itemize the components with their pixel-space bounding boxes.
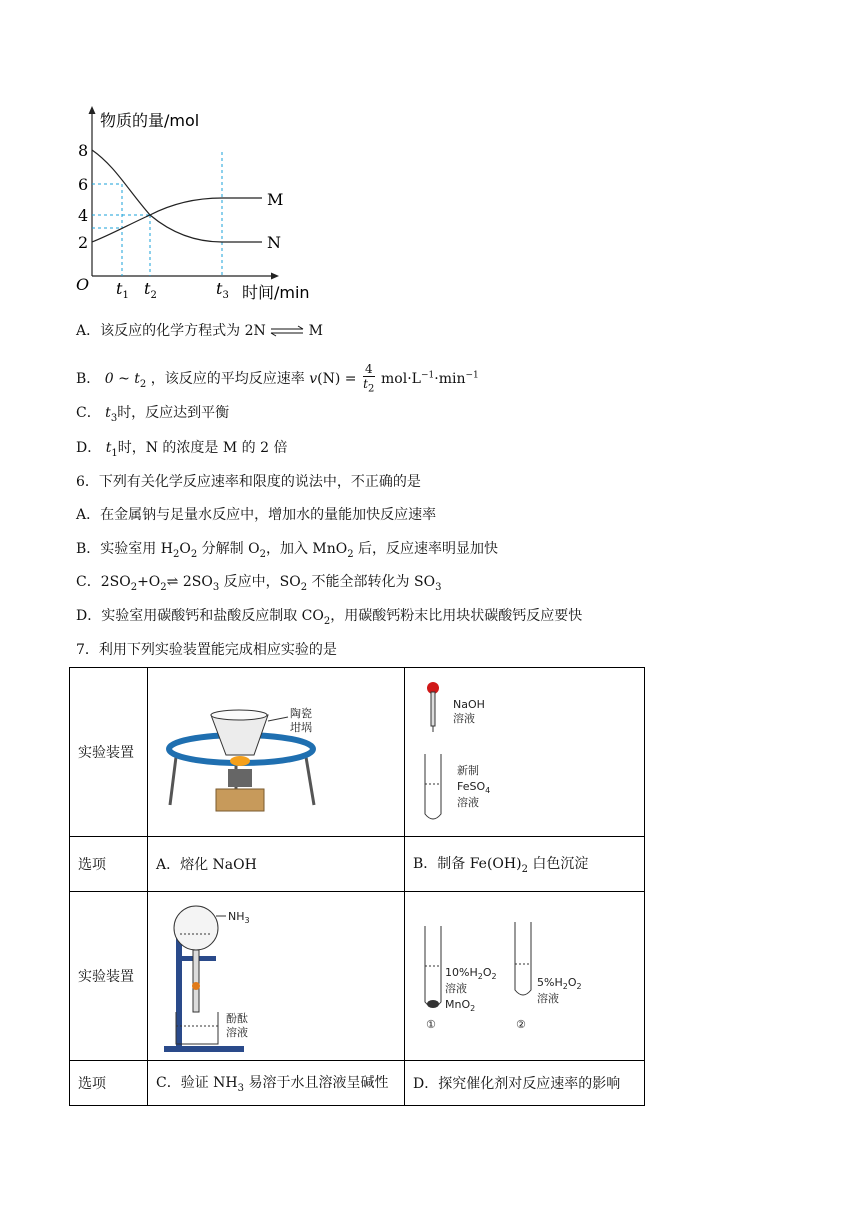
q5-option-d-t-sub: 1 <box>111 447 118 459</box>
fig-d-label-solution-2: 溶液 <box>537 992 559 1005</box>
curve-M <box>92 198 262 242</box>
q5-option-c-t: t <box>105 405 111 421</box>
fountain-apparatus-figure <box>156 896 356 1056</box>
fig-c-label-nh3: $NH_3$ <box>228 910 250 925</box>
q6-option-c <box>76 572 441 598</box>
row-label-apparatus-1: 实验装置 <box>70 668 148 837</box>
q5-rate-denominator: t <box>363 377 368 391</box>
q6-option-c-sub2: 2 <box>160 581 167 593</box>
q5-option-b-range: 0 ~ t <box>104 371 140 388</box>
q6-option-b-sub1: 2 <box>172 548 180 560</box>
q6-option-b-sub2: 2 <box>190 548 198 560</box>
q6-option-d-sub1: 2 <box>323 615 331 627</box>
fig-b-label-feso4: FeSO$_4$ <box>457 780 491 795</box>
q5-option-a-text: A．该反应的化学方程式为 <box>76 323 241 339</box>
y-tick-2: 2 <box>78 233 89 252</box>
q6-option-b-part2: O <box>179 541 191 557</box>
q5-rate-unit-sup-2: −1 <box>465 370 479 381</box>
q6-option-c-part3: ⇌ 2SO <box>166 574 213 590</box>
q6-option-c-sub3: 3 <box>212 581 220 593</box>
q6-option-d-part2: ，用碳酸钙粉末比用块状碳酸钙反应要快 <box>330 608 583 624</box>
q5-option-b-prefix: B． <box>76 371 101 388</box>
fig-b-label-solution-2: 溶液 <box>457 796 479 809</box>
fig-c-label-solution: 溶液 <box>226 1026 248 1039</box>
q6-option-c-part1: C．2SO <box>76 574 131 590</box>
q6-option-c-part4: 反应中，SO <box>219 574 301 590</box>
fig-d-label-solution-1: 溶液 <box>445 982 467 995</box>
row-label-option-1: 选项 <box>70 837 148 892</box>
q5-option-d-text: 时，N 的浓度是 M 的 2 倍 <box>117 440 288 456</box>
q6-option-c-sub4: 2 <box>300 581 308 593</box>
fig-b-label-fresh: 新制 <box>457 764 479 777</box>
row-label-option-2: 选项 <box>70 1061 148 1106</box>
q5-option-c-t-sub: 3 <box>110 412 118 424</box>
q6-stem: 6．下列有关化学反应速率和限度的说法中，不正确的是 <box>76 474 421 490</box>
q5-option-b-range-sub: 2 <box>139 379 147 390</box>
crucible-apparatus-figure <box>156 677 356 827</box>
q5-option-b <box>76 362 479 396</box>
q5-option-b-text: ，该反应的平均反应速率 <box>150 371 305 388</box>
option-b-cell <box>405 837 645 892</box>
apparatus-c-cell <box>148 892 405 1061</box>
equilibrium-arrow-icon <box>270 325 304 337</box>
q6-option-c-part5: 不能全部转化为 SO <box>307 574 436 590</box>
q6-option-b-part4: ，加入 MnO <box>265 541 348 557</box>
q6-option-b <box>76 539 498 565</box>
q6-option-a: A．在金属钠与足量水反应中，增加水的量能加快反应速率 <box>76 507 437 523</box>
fig-d-label-tube-1: ① <box>426 1018 436 1031</box>
q5-rate-numerator: 4 <box>364 362 373 376</box>
q6-option-b-part3: 分解制 O <box>197 541 260 557</box>
option-b-text-2: 白色沉淀 <box>527 856 589 873</box>
fig-d-label-5pct: $5\%H_2O_2$ <box>537 976 582 991</box>
q5-option-d <box>76 438 287 464</box>
x-tick-t3: $t_3$ <box>216 279 229 301</box>
q6-option-b-part1: B．实验室用 H <box>76 541 173 557</box>
option-b-sub: 2 <box>521 863 528 875</box>
y-tick-6: 6 <box>78 175 89 194</box>
x-tick-t1: $t_1$ <box>116 279 129 301</box>
q5-rate-unit-2: ·min <box>434 371 466 388</box>
y-tick-8: 8 <box>78 141 89 160</box>
fig-b-label-naoh: NaOH <box>453 698 485 711</box>
y-axis-label: 物质的量/mol <box>100 111 200 130</box>
dashed-guides <box>92 152 222 276</box>
q5-option-b-species: (N) = <box>317 371 357 388</box>
option-d-cell: D．探究催化剂对反应速率的影响 <box>405 1061 645 1106</box>
x-axis-arrow <box>271 273 279 280</box>
y-axis-arrow <box>89 106 96 114</box>
q5-equation-left: 2N <box>244 323 266 339</box>
q7-experiment-table <box>69 667 645 1106</box>
catalyst-comparison-figure <box>413 896 613 1056</box>
amount-time-graph <box>70 100 330 310</box>
option-c-text-2: 易溶于水且溶液呈碱性 <box>244 1075 389 1092</box>
option-c-sub: 3 <box>237 1082 244 1094</box>
fig-b-label-solution-1: 溶液 <box>453 712 475 725</box>
q5-rate-fraction <box>363 362 375 396</box>
q6-option-d-part1: D．实验室用碳酸钙和盐酸反应制取 CO <box>76 608 324 624</box>
origin-label: O <box>76 275 90 294</box>
q6-option-c-sub1: 2 <box>130 581 138 593</box>
apparatus-d-cell <box>405 892 645 1061</box>
apparatus-b-cell <box>405 668 645 837</box>
option-c-cell <box>148 1061 405 1106</box>
curve-label-M: M <box>267 190 284 209</box>
q6-option-c-sub5: 3 <box>435 581 442 593</box>
apparatus-a-cell <box>148 668 405 837</box>
fig-d-label-mno2: MnO$_2$ <box>445 998 476 1013</box>
option-c-text-1: C．验证 NH <box>156 1075 238 1092</box>
curve-label-N: N <box>267 233 281 252</box>
q5-option-b-v: v <box>309 371 318 388</box>
fig-c-label-phenolphthalein: 酚酞 <box>226 1012 248 1025</box>
q5-rate-denominator-sub: 2 <box>367 383 375 395</box>
q5-option-c-prefix: C． <box>76 405 101 421</box>
q5-rate-unit-sup-1: −1 <box>420 370 435 381</box>
fig-d-label-tube-2: ② <box>516 1018 526 1031</box>
q6-option-b-part5: 后，反应速率明显加快 <box>353 541 499 557</box>
q5-rate-unit-1: mol·L <box>381 371 421 388</box>
q7-stem: 7．利用下列实验装置能完成相应实验的是 <box>76 642 337 658</box>
q5-option-d-t: t <box>105 440 112 456</box>
option-b-text-1: B．制备 Fe(OH) <box>413 856 522 873</box>
q5-option-c <box>76 403 229 429</box>
fig-a-label-1: 陶瓷 <box>290 707 312 720</box>
y-tick-4: 4 <box>78 206 89 225</box>
fig-a-label-2: 坩埚 <box>290 721 312 734</box>
x-axis-label: 时间/min <box>242 283 310 302</box>
q6-option-c-part2: +O <box>137 574 161 590</box>
q6-option-b-sub4: 2 <box>347 548 354 560</box>
option-a-cell: A．熔化 NaOH <box>148 837 405 892</box>
q5-option-a <box>76 321 323 341</box>
x-tick-t2: $t_2$ <box>144 279 157 301</box>
q5-option-c-text: 时，反应达到平衡 <box>117 405 230 421</box>
fig-d-label-10pct: $10\%H_2O_2$ <box>445 966 497 981</box>
q6-option-d <box>76 606 582 632</box>
fe-oh2-apparatus-figure <box>413 672 613 832</box>
q5-equation-right: M <box>308 323 323 339</box>
q5-option-d-prefix: D． <box>76 440 102 456</box>
q6-option-b-sub3: 2 <box>259 548 266 560</box>
row-label-apparatus-2: 实验装置 <box>70 892 148 1061</box>
